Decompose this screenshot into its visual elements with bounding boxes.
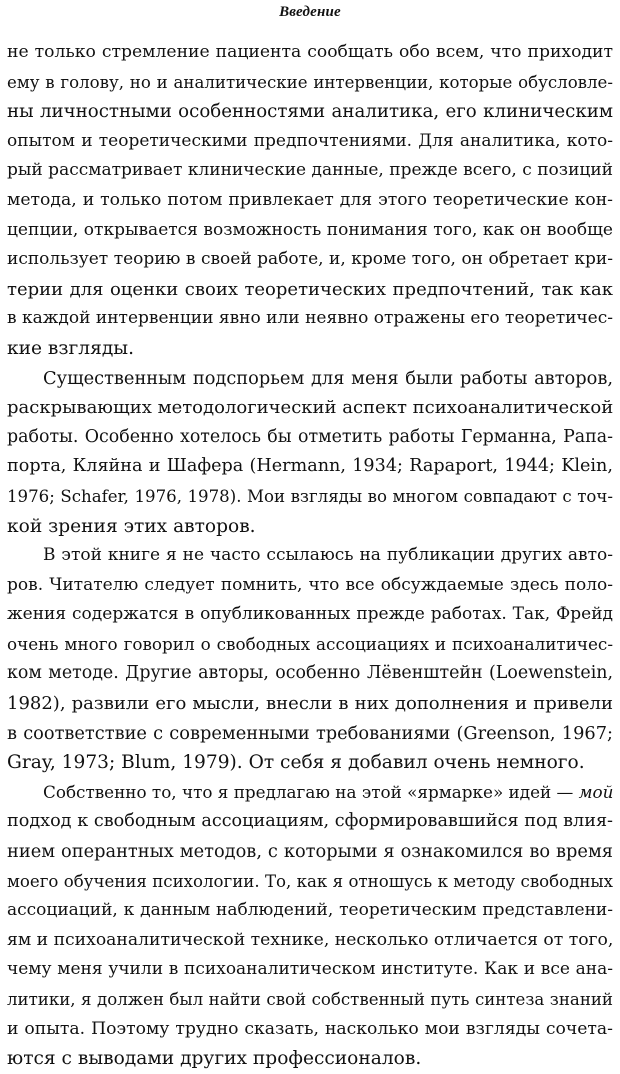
text-line: ров. Читателю следует помнить, что все обсуждаемые здесь поло- (7, 574, 613, 595)
text-line: моего обучения психологии. То, как я отношусь к методу свободных (7, 871, 613, 891)
text-line: кой зрения этих авторов. (7, 515, 256, 537)
text-line: нием оперантных методов, с которыми я ознакомился во время (7, 841, 613, 863)
text-line: 1976; Schafer, 1976, 1978). Мои взгляды во многом совпадают с точ- (7, 486, 613, 506)
text-line: опытом и теоретическими предпочтениями. Для аналитика, кото- (7, 130, 613, 151)
running-head-title: Введение (279, 4, 341, 20)
text-line: ему в голову, но и аналитические интервенции, которые обусловле- (7, 72, 613, 92)
text-line: рый рассматривает клинические данные, прежде всего, с позиций (7, 160, 613, 181)
text-line: очень много говорил о свободных ассоциациях и психоаналитичес- (7, 633, 613, 654)
text-line: порта, Кляйна и Шафера (Hermann, 1934; Rapaport, 1944; Klein, (7, 456, 613, 477)
text-line: ям и психоаналитической технике, несколько отличается от того, (7, 929, 613, 950)
text-line: и опыта. Поэтому трудно сказать, насколько мои взгляды сочета- (7, 1018, 613, 1039)
text-line: не только стремление пациента сообщать обо всем, что приходит (7, 42, 613, 62)
text-line: ассоциаций, к данным наблюдений, теоретическим представлени- (7, 900, 613, 921)
text-line-start: Собственно то, что я предлагаю на этой «ярмарке» идей — (43, 781, 579, 802)
text-line: ком методе. Другие авторы, особенно Лёвенштейн (Loewenstein, (7, 663, 613, 684)
paragraph-start-line: Существенным подспорьем для меня были работы авторов, (43, 367, 613, 389)
body-text (7, 38, 613, 1074)
text-line: ются с выводами других профессионалов. (7, 1048, 422, 1070)
text-line: жения содержатся в опубликованных прежде работах. Так, Фрейд (7, 604, 613, 625)
text-line: в каждой интервенции явно или неявно отражены его теоретичес- (7, 308, 613, 329)
text-line: 1982), развили его мысли, внесли в них дополнения и привели (7, 693, 613, 715)
text-line: метода, и только потом привлекает для этого теоретические кон- (7, 189, 613, 210)
paragraph-start-line (7, 778, 613, 808)
text-line: работы. Особенно хотелось бы отметить работы Германна, Рапа- (7, 426, 613, 447)
text-line: цепции, открывается возможность понимания того, как он вообще (7, 219, 613, 240)
text-line: литики, я должен был найти свой собственный путь синтеза знаний (7, 990, 613, 1009)
text-line: терии для оценки своих теоретических предпочтений, так как (7, 278, 613, 300)
italic-emphasis: мой (578, 781, 613, 802)
text-line: использует теорию в своей работе, и, кроме того, он обретает кри- (7, 249, 613, 270)
text-line: чему меня учили в психоаналитическом институте. Как и все ана- (7, 959, 613, 980)
text-line: подход к свободным ассоциациям, сформировавшийся под влия- (7, 811, 613, 832)
paragraph-start-line: В этой книге я не часто ссылаюсь на публикации других авто- (43, 545, 613, 566)
text-line: Gray, 1973; Blum, 1979). От себя я добавил очень немного. (7, 752, 585, 774)
text-line: кие взгляды. (7, 337, 134, 359)
text-line: раскрывающих методологический аспект психоаналитической (7, 397, 613, 419)
text-line: в соответствие с современными требованиями (Greenson, 1967; (7, 722, 613, 744)
text-line: ны личностными особенностями аналитика, его клиническим (7, 101, 613, 123)
